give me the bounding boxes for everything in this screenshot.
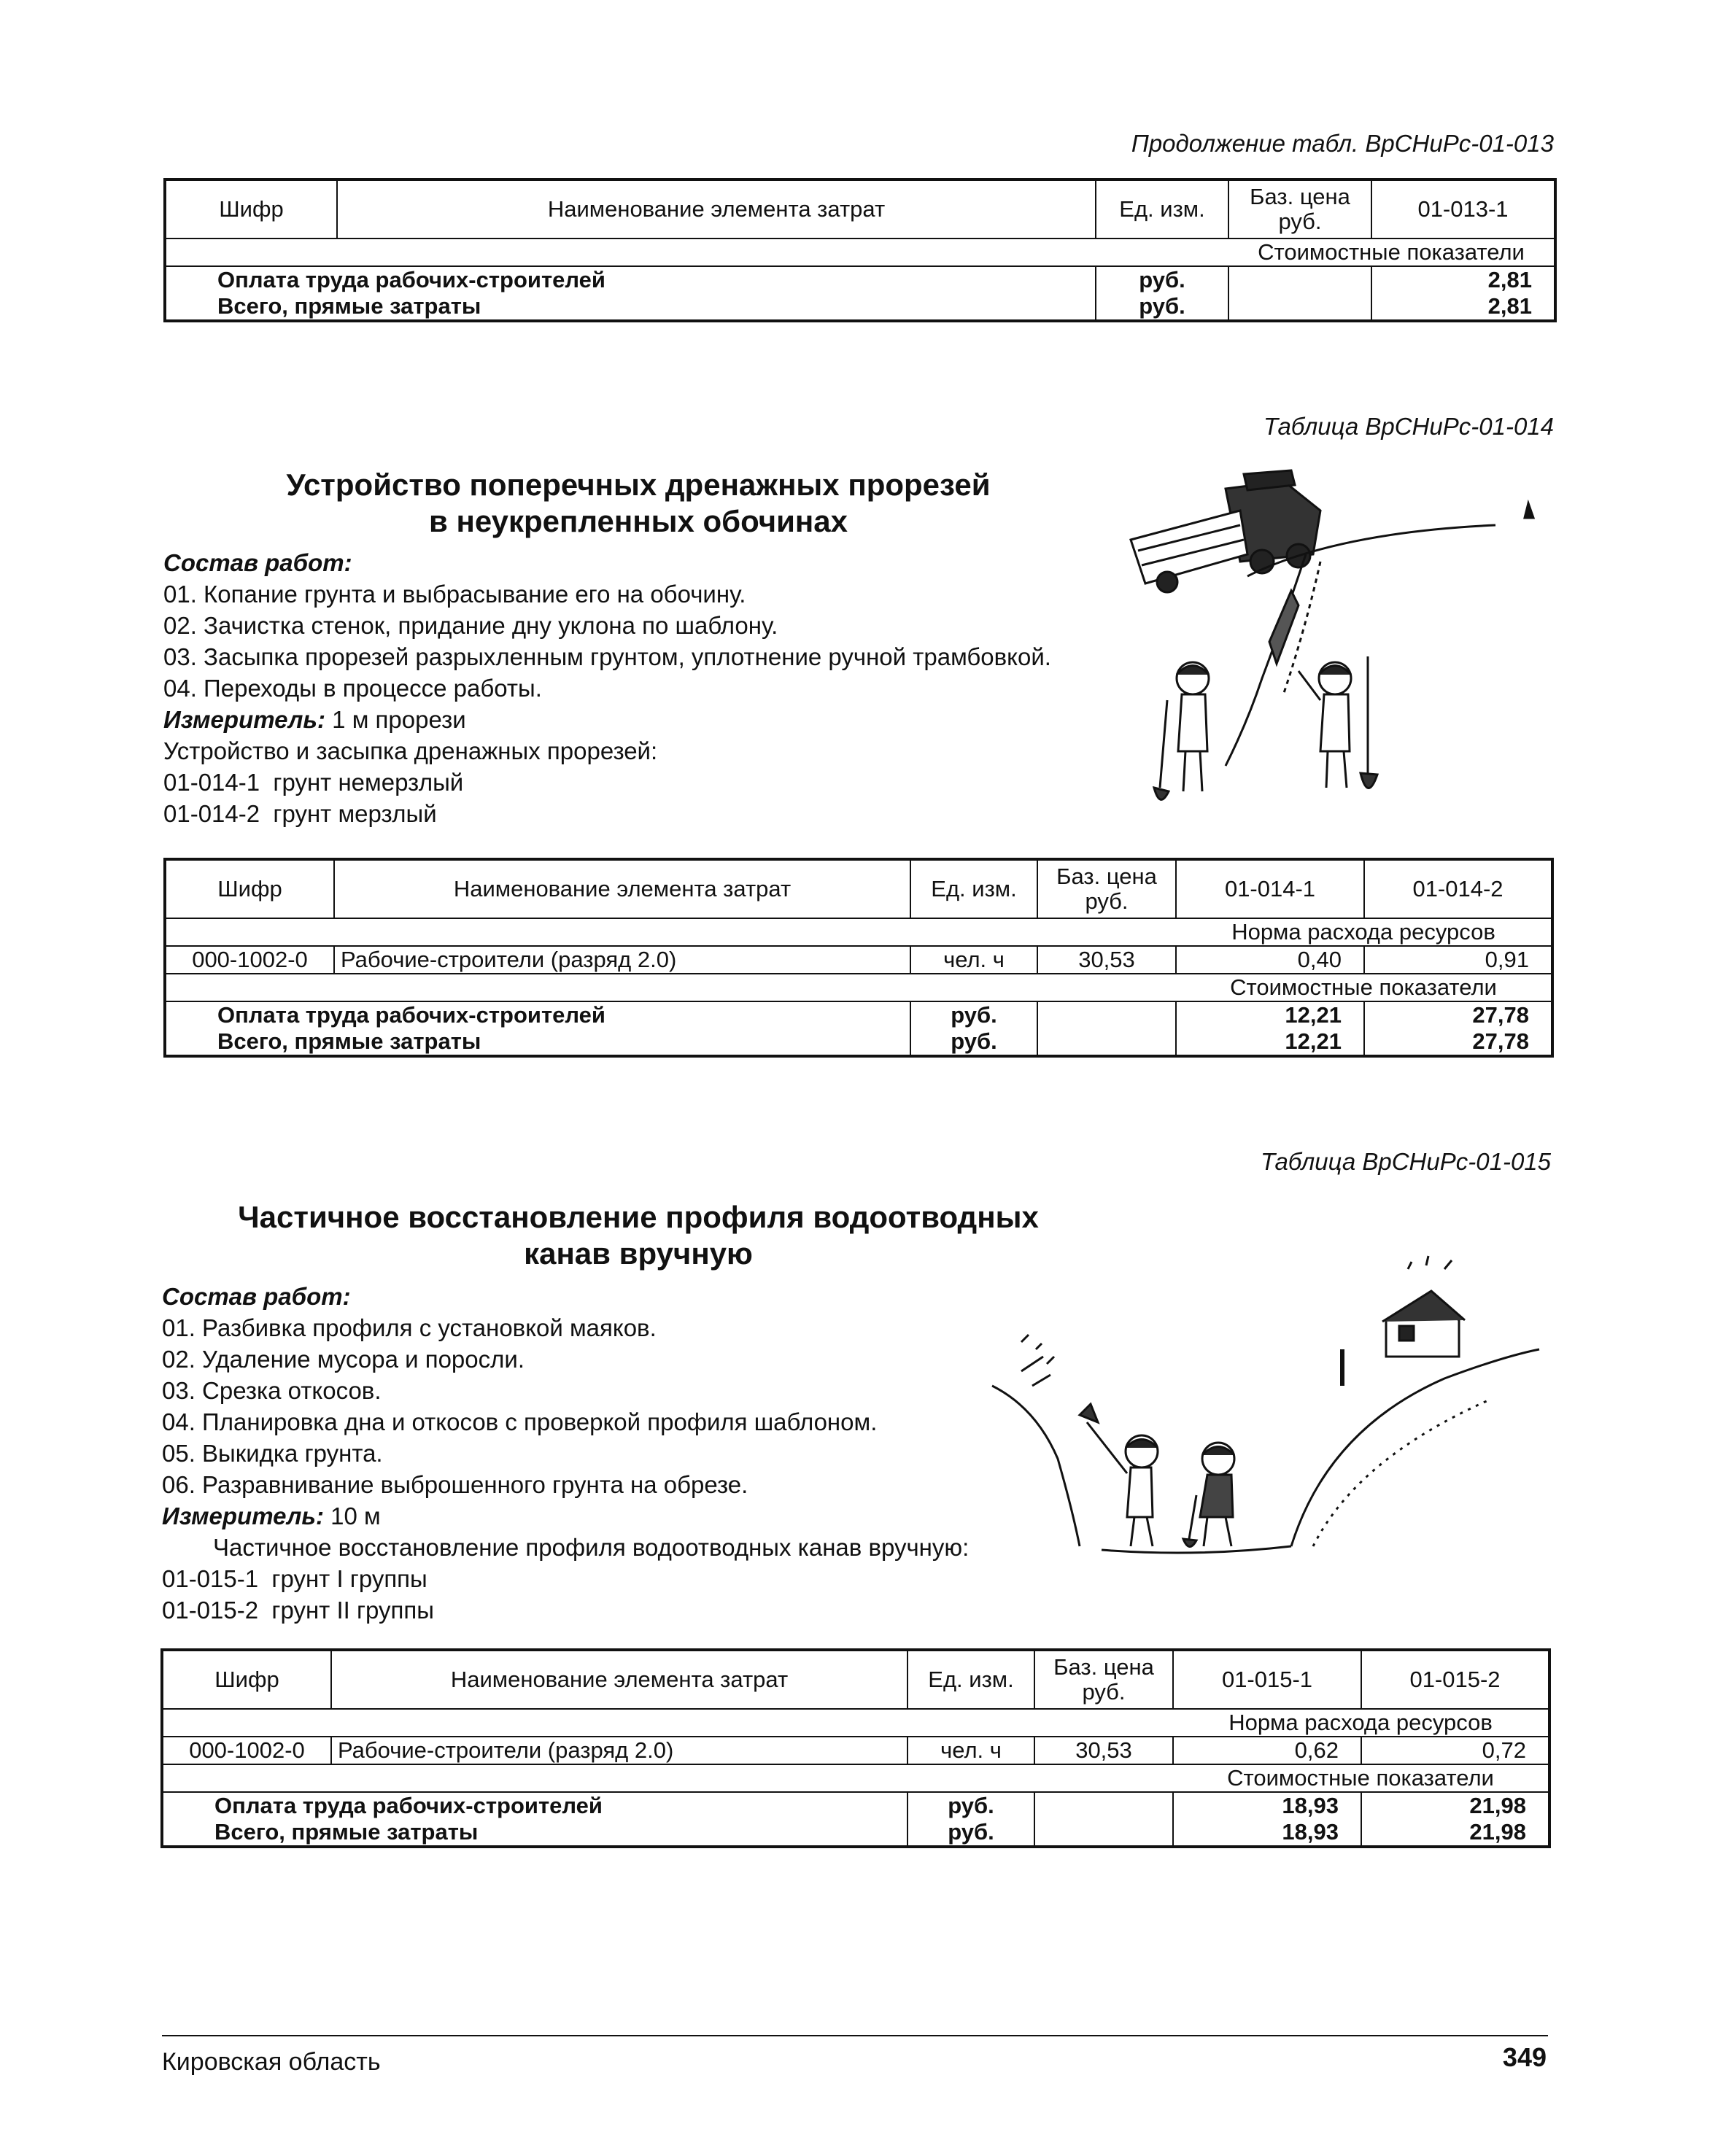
meter-value: 10 м <box>330 1502 381 1529</box>
variant-item: 01-015-1 грунт I группы <box>162 1565 427 1592</box>
section-label: Стоимостные показатели <box>1173 1764 1549 1792</box>
header-col-1: 01-015-1 <box>1173 1650 1361 1709</box>
cost-table-01-013 <box>163 178 1557 322</box>
row-unit: руб. <box>910 1001 1037 1028</box>
row-value-1: 12,21 <box>1176 1028 1364 1056</box>
variants-intro: Частичное восстановление профиля водоотводных канав вручную: <box>213 1534 970 1561</box>
row-value-2: 21,98 <box>1361 1792 1549 1819</box>
work-label: Состав работ: <box>162 1283 351 1310</box>
resource-value-1: 0,40 <box>1176 946 1364 974</box>
header-code: Шифр <box>162 1650 331 1709</box>
row-name: Всего, прямые затраты <box>162 1819 907 1847</box>
table-header-row <box>165 179 1555 239</box>
header-name: Наименование элемента затрат <box>334 859 910 918</box>
continuation-caption: Продолжение табл. ВрСНиРс-01-013 <box>1131 130 1554 157</box>
meter-label: Измеритель: <box>163 706 325 733</box>
resource-unit: чел. ч <box>910 946 1037 974</box>
section-row <box>165 918 1552 946</box>
header-col-2: 01-014-2 <box>1364 859 1552 918</box>
header-code: Шифр <box>165 859 334 918</box>
variant-item: 01-014-2 грунт мерзлый <box>163 800 437 827</box>
row-unit: руб. <box>907 1792 1034 1819</box>
section-row <box>162 1709 1549 1737</box>
resource-price: 30,53 <box>1034 1737 1173 1764</box>
work-step: 04. Планировка дна и откосов с проверкой профиля шаблоном. <box>162 1408 878 1435</box>
table-row <box>165 266 1555 293</box>
header-col-1: 01-013-1 <box>1371 179 1555 239</box>
row-name: Всего, прямые затраты <box>165 293 1096 321</box>
header-price: Баз. цена руб. <box>1228 179 1371 239</box>
footer-divider <box>162 2035 1548 2036</box>
table-row <box>162 1819 1549 1847</box>
section-row <box>162 1764 1549 1792</box>
table-row <box>162 1792 1549 1819</box>
resource-row <box>165 946 1552 974</box>
cost-table-01-014 <box>163 858 1554 1058</box>
section-label: Норма расхода ресурсов <box>1173 1709 1549 1737</box>
resource-value-2: 0,91 <box>1364 946 1552 974</box>
header-name: Наименование элемента затрат <box>331 1650 907 1709</box>
table-row <box>165 1001 1552 1028</box>
table-caption-01-014: Таблица ВрСНиРс-01-014 <box>1263 413 1554 440</box>
table-caption-01-015: Таблица ВрСНиРс-01-015 <box>1261 1148 1551 1175</box>
row-unit: руб. <box>1096 293 1228 321</box>
work-step: 05. Выкидка грунта. <box>162 1440 383 1467</box>
resource-code: 000-1002-0 <box>165 946 334 974</box>
table-row <box>165 1028 1552 1056</box>
header-price: Баз. цена руб. <box>1037 859 1176 918</box>
section-label: Норма расхода ресурсов <box>1176 918 1552 946</box>
resource-value-1: 0,62 <box>1173 1737 1361 1764</box>
table-row <box>165 293 1555 321</box>
resource-value-2: 0,72 <box>1361 1737 1549 1764</box>
header-code: Шифр <box>165 179 337 239</box>
row-unit: руб. <box>910 1028 1037 1056</box>
resource-row <box>162 1737 1549 1764</box>
section-row <box>165 239 1555 266</box>
resource-name: Рабочие-строители (разряд 2.0) <box>334 946 910 974</box>
row-name: Оплата труда рабочих-строителей <box>165 1001 910 1028</box>
row-value-2: 27,78 <box>1364 1028 1552 1056</box>
resource-code: 000-1002-0 <box>162 1737 331 1764</box>
row-value-1: 12,21 <box>1176 1001 1364 1028</box>
work-step: 04. Переходы в процессе работы. <box>163 675 542 702</box>
variant-item: 01-015-2 грунт II группы <box>162 1597 434 1624</box>
workers-truck-illustration <box>1116 459 1539 824</box>
section-row <box>165 974 1552 1001</box>
work-step: 02. Зачистка стенок, придание дну уклона по шаблону. <box>163 612 778 639</box>
header-unit: Ед. изм. <box>1096 179 1228 239</box>
resource-name: Рабочие-строители (разряд 2.0) <box>331 1737 907 1764</box>
row-value-2: 27,78 <box>1364 1001 1552 1028</box>
variant-item: 01-014-1 грунт немерзлый <box>163 769 464 796</box>
work-step: 06. Разравнивание выброшенного грунта на обрезе. <box>162 1471 748 1498</box>
header-unit: Ед. изм. <box>910 859 1037 918</box>
header-unit: Ед. изм. <box>907 1650 1034 1709</box>
section-label: Стоимостные показатели <box>1228 239 1555 266</box>
header-col-1: 01-014-1 <box>1176 859 1364 918</box>
work-step: 01. Разбивка профиля с установкой маяков. <box>162 1314 657 1341</box>
meter-label: Измеритель: <box>162 1502 324 1529</box>
section-title-01-015: Частичное восстановление профиля водоотводных канав вручную <box>238 1200 1039 1271</box>
variants-intro: Устройство и засыпка дренажных прорезей: <box>163 737 658 764</box>
footer-region: Кировская область <box>162 2048 381 2076</box>
page-number: 349 <box>1502 2042 1547 2072</box>
header-name: Наименование элемента затрат <box>337 179 1096 239</box>
section-label: Стоимостные показатели <box>1176 974 1552 1001</box>
row-value-2: 21,98 <box>1361 1819 1549 1847</box>
row-unit: руб. <box>1096 266 1228 293</box>
work-step: 02. Удаление мусора и поросли. <box>162 1346 525 1373</box>
work-step: 03. Засыпка прорезей разрыхленным грунтом, уплотнение ручной трамбовкой. <box>163 643 1051 670</box>
header-price: Баз. цена руб. <box>1034 1650 1173 1709</box>
row-unit: руб. <box>907 1819 1034 1847</box>
row-value: 2,81 <box>1371 293 1555 321</box>
row-name: Оплата труда рабочих-строителей <box>165 266 1096 293</box>
table-header-row <box>162 1650 1549 1709</box>
work-step: 03. Срезка откосов. <box>162 1377 382 1404</box>
row-value: 2,81 <box>1371 266 1555 293</box>
section-title-01-014: Устройство поперечных дренажных прорезей в неукрепленных обочинах <box>286 468 991 539</box>
table-header-row <box>165 859 1552 918</box>
cost-table-01-015 <box>160 1648 1551 1848</box>
resource-unit: чел. ч <box>907 1737 1034 1764</box>
ditch-workers-illustration <box>978 1240 1547 1561</box>
header-col-2: 01-015-2 <box>1361 1650 1549 1709</box>
work-description-01-014 <box>163 547 1185 829</box>
row-name: Оплата труда рабочих-строителей <box>162 1792 907 1819</box>
row-name: Всего, прямые затраты <box>165 1028 910 1056</box>
resource-price: 30,53 <box>1037 946 1176 974</box>
work-step: 01. Копание грунта и выбрасывание его на обочину. <box>163 581 746 608</box>
work-label: Состав работ: <box>163 549 352 576</box>
meter-value: 1 м прорези <box>332 706 466 733</box>
row-value-1: 18,93 <box>1173 1819 1361 1847</box>
row-value-1: 18,93 <box>1173 1792 1361 1819</box>
